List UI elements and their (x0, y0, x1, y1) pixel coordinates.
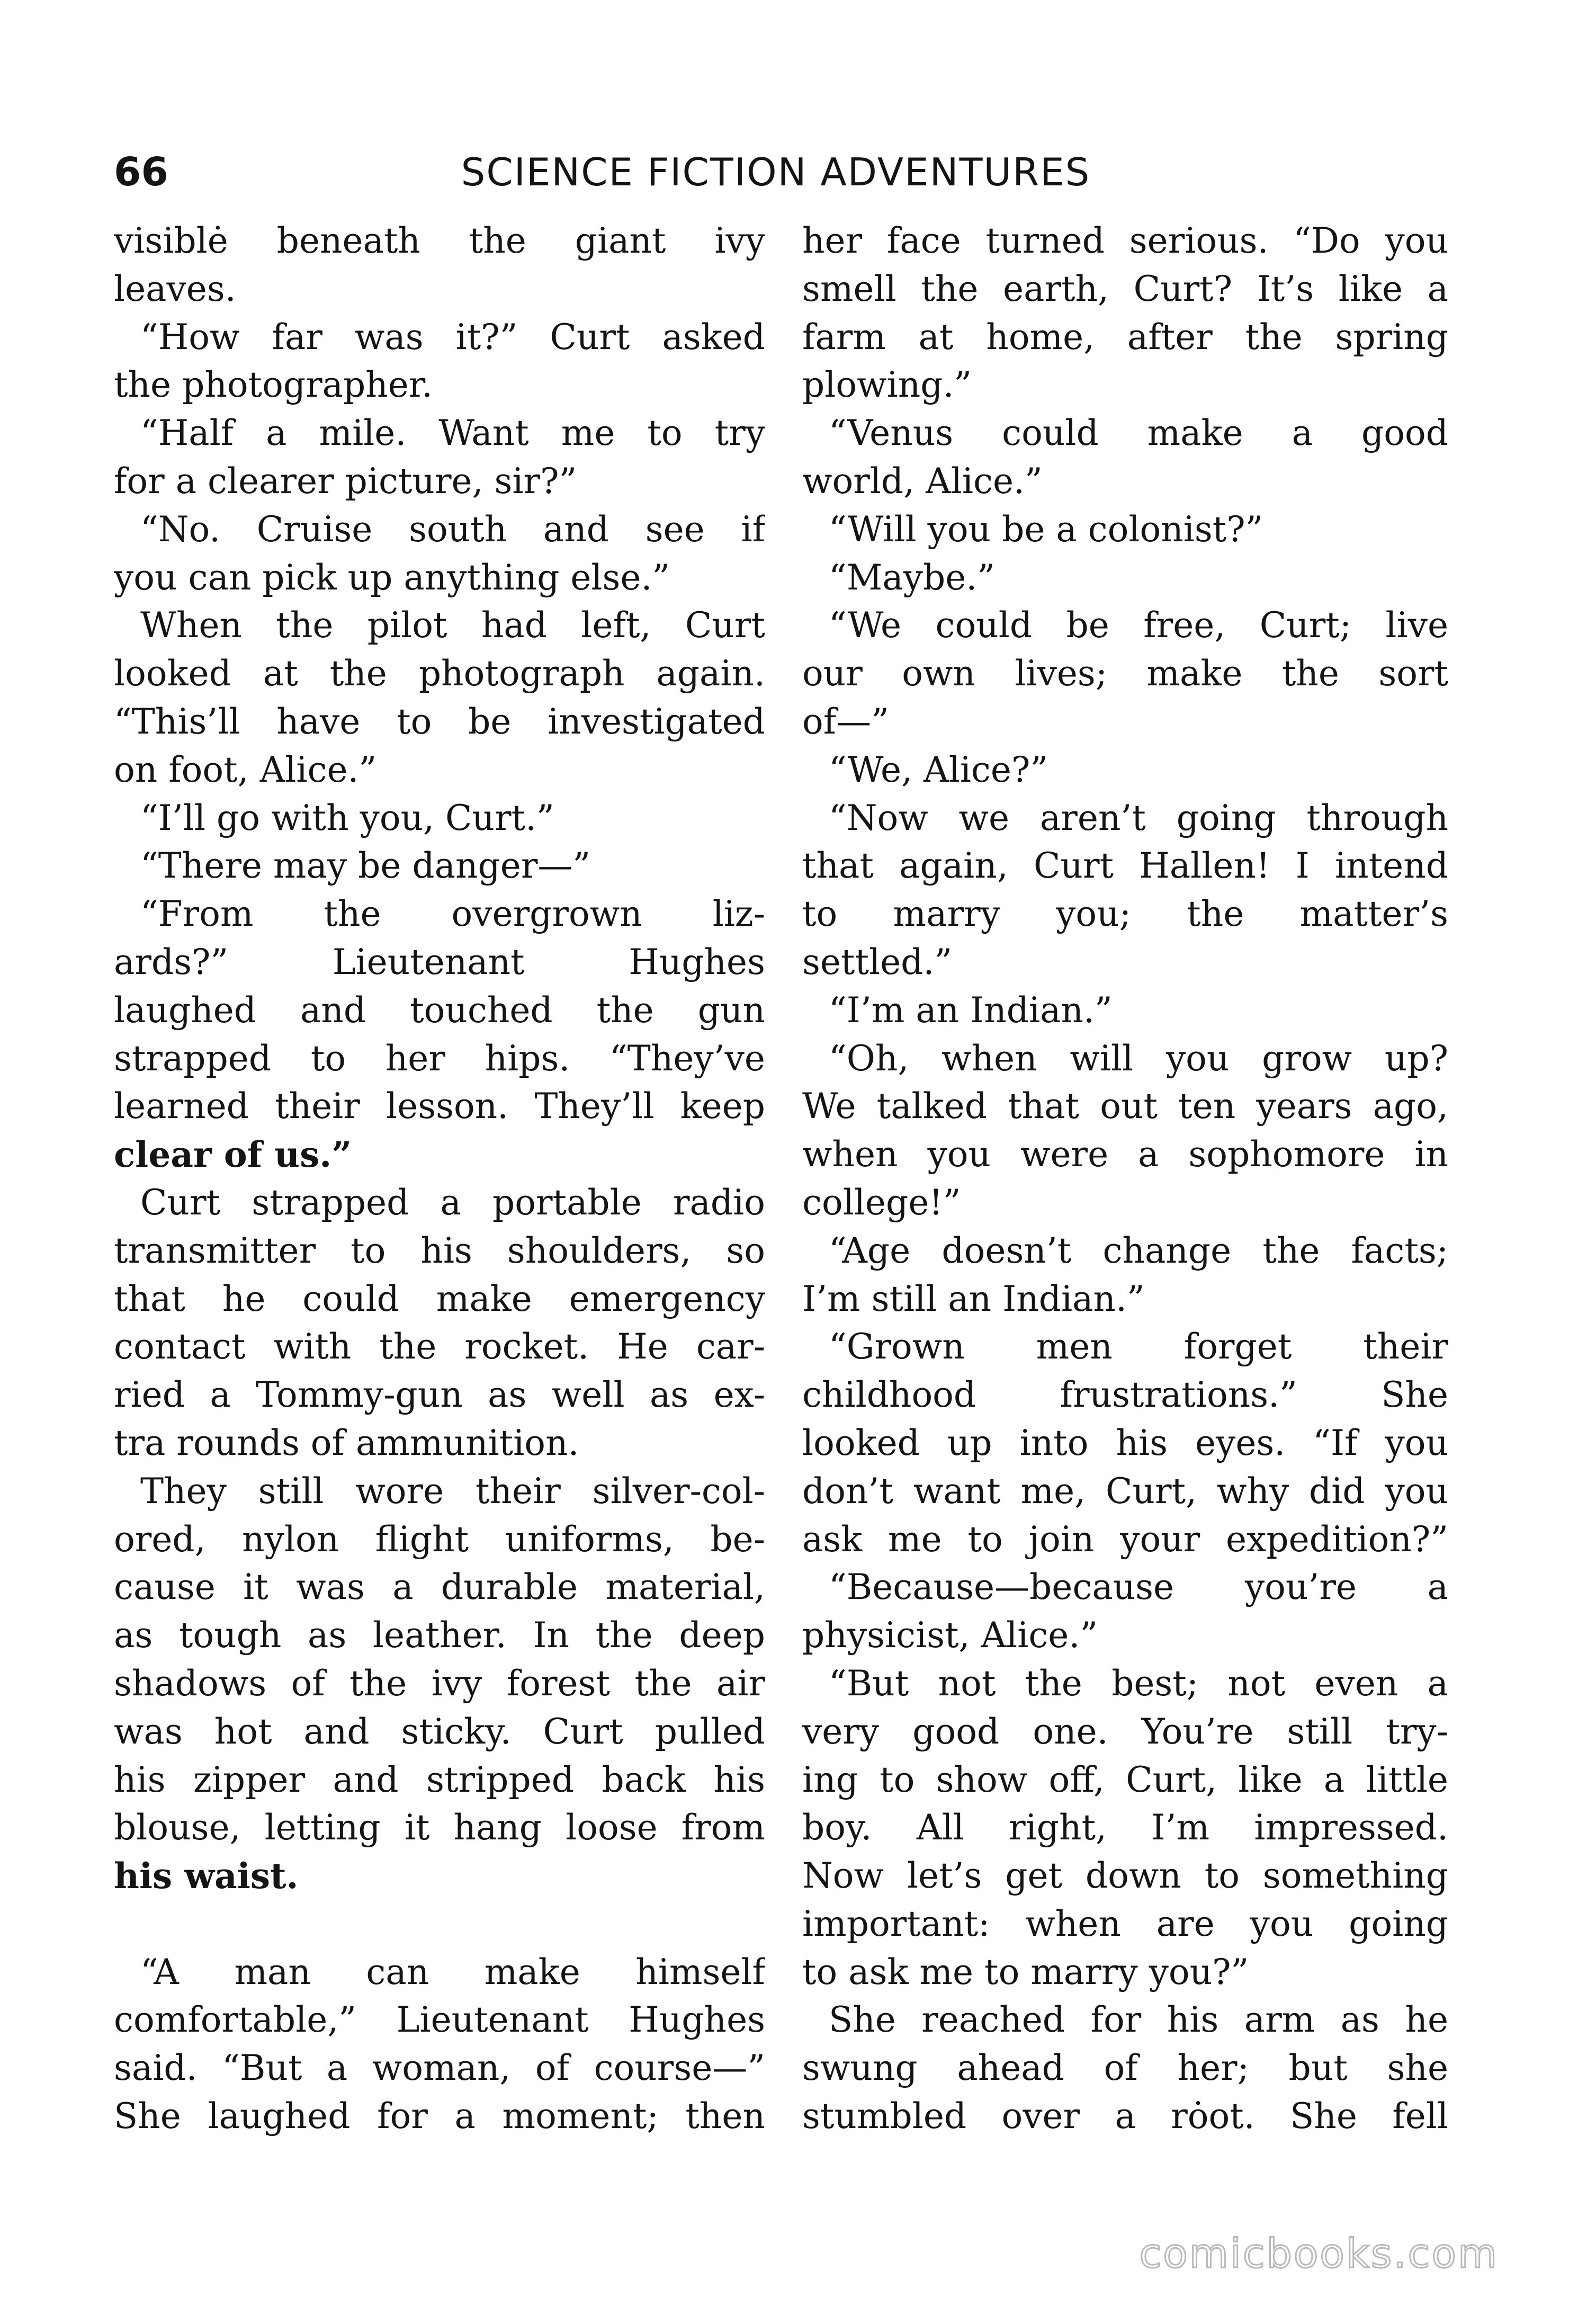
text-line: plowing.” (802, 364, 972, 406)
text-line: She laughed for a moment; then (114, 2096, 765, 2137)
text-line: to ask me to marry you?” (802, 1951, 1249, 1992)
text-line: childhood frustrations.” She (802, 1374, 1448, 1416)
text-line: college!” (802, 1182, 961, 1223)
text-line: said. “But a woman, of course—” (114, 2048, 765, 2089)
text-line: that he could make emergency (114, 1278, 765, 1319)
text-line: comfortable,” Lieutenant Hughes (114, 1999, 765, 2041)
text-line: that again, Curt Hallen! I intend (802, 845, 1448, 887)
text-line: clear of us.” (114, 1134, 352, 1176)
text-line: very good one. You’re still try- (802, 1711, 1448, 1752)
text-line: laughed and touched the gun (114, 989, 765, 1031)
text-line: “No. Cruise south and see if (140, 508, 765, 550)
text-line: Curt strapped a portable radio (140, 1182, 765, 1223)
text-line: “We could be free, Curt; live (829, 605, 1448, 646)
text-line: smell the earth, Curt? It’s like a (802, 268, 1448, 309)
text-line: “Half a mile. Want me to try (140, 413, 765, 454)
text-line: his zipper and stripped back his (114, 1759, 765, 1800)
text-line: I’m still an Indian.” (802, 1278, 1145, 1319)
text-line: physicist, Alice.” (802, 1615, 1098, 1656)
text-line: ards?” Lieutenant Hughes (114, 941, 765, 982)
text-line: his waist. (114, 1855, 299, 1897)
watermark: comicbooks.com (1139, 2230, 1499, 2277)
text-line: ried a Tommy-gun as well as ex- (114, 1374, 765, 1416)
text-line: learned their lesson. They’ll keep (114, 1086, 765, 1127)
text-line: “Grown men forget their (829, 1326, 1448, 1367)
text-line: the photographer. (114, 364, 433, 406)
text-line: transmitter to his shoulders, so (114, 1230, 765, 1271)
text-line: of—” (802, 701, 889, 742)
text-line: We talked that out ten years ago, (802, 1086, 1448, 1127)
text-line: on foot, Alice.” (114, 749, 377, 790)
text-line: ask me to join your expedition?” (802, 1518, 1448, 1560)
text-line: looked at the photograph again. (114, 653, 765, 694)
text-line: “There may be danger—” (140, 845, 591, 887)
text-line: as tough as leather. In the deep (114, 1615, 765, 1656)
text-line: “Maybe.” (829, 557, 995, 598)
text-line: our own lives; make the sort (802, 653, 1448, 694)
text-line: “We, Alice?” (829, 749, 1048, 790)
text-line: “Age doesn’t change the facts; (829, 1230, 1448, 1271)
text-line: Now let’s get down to something (802, 1855, 1448, 1897)
text-line: “How far was it?” Curt asked (140, 316, 765, 357)
text-line: swung ahead of her; but she (802, 2048, 1448, 2089)
text-line: “Venus could make a good (829, 413, 1448, 454)
text-line: “Because—because you’re a (829, 1567, 1448, 1608)
text-line: “Will you be a colonist?” (829, 508, 1263, 550)
text-line: looked up into his eyes. “If you (802, 1422, 1448, 1463)
text-line: visiblė beneath the giant ivy (114, 220, 765, 261)
text-line: She reached for his arm as he (829, 1999, 1448, 2041)
text-line: important: when are you going (802, 1903, 1448, 1944)
text-line: boy. All right, I’m impressed. (802, 1807, 1448, 1848)
text-line: “Oh, when will you grow up? (829, 1038, 1448, 1079)
text-line: you can pick up anything else.” (114, 557, 670, 598)
text-line: “This’ll have to be investigated (114, 701, 765, 742)
page-number: 66 (114, 149, 168, 195)
text-line: “A man can make himself (140, 1951, 765, 1992)
text-line: contact with the rocket. He car- (114, 1326, 765, 1367)
text-line: settled.” (802, 941, 953, 982)
page-header (114, 143, 1438, 201)
text-line: strapped to her hips. “They’ve (114, 1038, 765, 1079)
text-line: for a clearer picture, sir?” (114, 460, 577, 502)
text-line: was hot and sticky. Curt pulled (114, 1711, 765, 1752)
running-head: SCIENCE FICTION ADVENTURES (461, 150, 1091, 194)
text-line: cause it was a durable material, (114, 1567, 765, 1608)
text-line: ored, nylon flight uniforms, be- (114, 1518, 765, 1560)
text-line: tra rounds of ammunition. (114, 1422, 579, 1463)
text-line: her face turned serious. “Do you (802, 220, 1448, 261)
text-line: They still wore their silver-col- (140, 1470, 765, 1512)
left-text-column (114, 217, 765, 2141)
text-line: “Now we aren’t going through (829, 797, 1448, 838)
text-line: when you were a sophomore in (802, 1134, 1448, 1175)
text-line: “From the overgrown liz- (140, 893, 765, 935)
text-line: don’t want me, Curt, why did you (802, 1470, 1448, 1512)
text-line: leaves. (114, 268, 236, 309)
text-line: When the pilot had left, Curt (140, 605, 765, 646)
text-line: farm at home, after the spring (802, 316, 1448, 357)
text-line: stumbled over a rȯot. She fell (802, 2096, 1448, 2137)
text-line: world, Alice.” (802, 460, 1043, 502)
text-line: blouse, letting it hang loose from (114, 1807, 765, 1848)
text-line: “I’ll go with you, Curt.” (140, 797, 554, 838)
text-line: to marry you; the matter’s (802, 893, 1448, 935)
text-line: shadows of the ivy forest the air (114, 1662, 765, 1704)
text-line: “I’m an Indian.” (829, 989, 1113, 1031)
text-line: “But not the best; not even a (829, 1662, 1448, 1704)
right-text-column (802, 217, 1448, 2141)
text-line: ing to show off, Curt, like a little (802, 1759, 1448, 1800)
